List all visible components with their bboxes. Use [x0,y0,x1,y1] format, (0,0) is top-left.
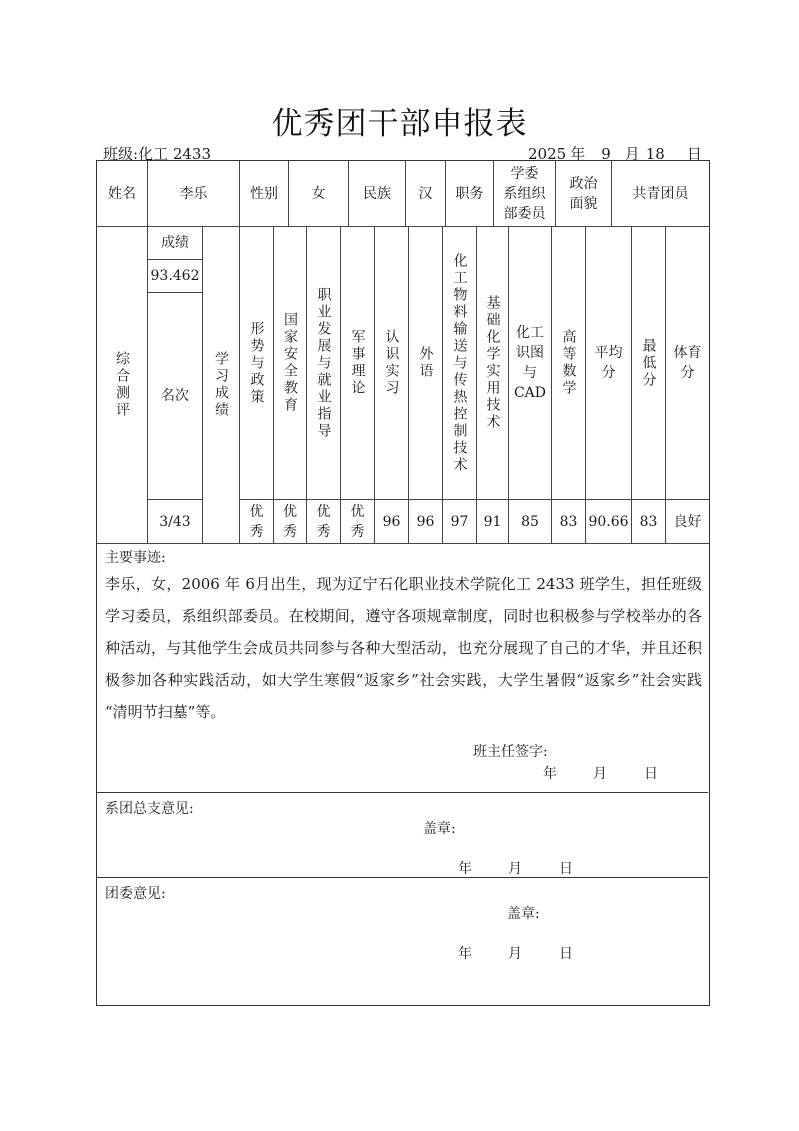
subject-name: 最低分 [640,337,657,389]
subject-name: 外语 [417,346,434,380]
subject-name: 高等数学 [560,329,577,397]
subject-grade [632,500,666,544]
subject-name: 国家安全教育 [282,312,298,414]
class-label: 班级: [103,145,139,163]
subject-grade-text: 良好 [673,513,702,530]
deeds-label: 主要事迹: [105,550,166,566]
position-line-3: 部委员 [503,205,546,222]
subject-grade [552,500,586,544]
political-label-line-2: 面貌 [569,195,598,212]
branch-opinion-section [97,793,708,878]
subject-header [509,227,552,500]
deeds-text: 李乐，女，2006 年 6月出生，现为辽宁石化职业技术学院化工 2433 班学生，担任班级学习委员，系组织部委员。在校期间，遵守各项规章制度，同时也积极参与学校举办的各种活动，与其他学生会成员共同参与各种大型活动，也充分展现了自己的才华，并且还积极参加各种实践活动，如大学生寒假“返家乡”社会实践，大学生暑假“返家乡”社会实践 “清明节扫墓”等。 [105,575,702,721]
name-label: 姓名 [97,161,148,227]
subject-grade [341,500,375,544]
subject-grade [274,500,307,544]
subject-grade-text: 83 [559,513,578,530]
teacher-date-year: 年 [543,766,557,782]
ethnicity-value: 汉 [406,161,446,227]
branch-date-day: 日 [559,861,573,877]
branch-date-year: 年 [458,861,472,877]
subject-header [443,227,477,500]
subject-grade [307,500,341,544]
position-line-2: 系组织 [503,185,546,202]
subject-grade [240,500,274,544]
deeds-section [97,544,708,793]
teacher-date-day: 日 [644,766,658,782]
rank-value: 3/43 [148,500,203,544]
position-value [494,161,556,227]
form-title: 优秀团干部申报表 [271,106,528,142]
committee-stamp-label: 盖章: [507,906,540,922]
date-year-unit: 年 [570,145,586,163]
subject-name-line: 化工 [515,325,544,341]
study-label [203,227,240,544]
political-label-line-1: 政治 [569,175,598,192]
subject-grade-text: 优秀 [283,503,297,540]
subject-grade-text: 优秀 [350,503,365,540]
subject-grade-text: 97 [450,513,469,530]
teacher-signature-label: 班主任签字: [473,744,548,760]
subject-name-line: 平均 [594,345,623,361]
political-label [556,161,612,227]
subject-header [477,227,509,500]
subject-name-line: 与 [522,365,537,381]
subject-name: 认识实习 [383,329,400,397]
subject-header [552,227,586,500]
committee-date-year: 年 [458,946,472,962]
ethnicity-label: 民族 [349,161,406,227]
evaluation-label-text: 综合测评 [114,351,130,419]
committee-date-day: 日 [559,946,573,962]
subject-name-line: 体育 [673,345,702,361]
date-year: 2025 [528,145,567,163]
subject-header [307,227,341,500]
subject-grade-text: 90.66 [588,513,629,530]
subject-name: 化工物料输送与传热控制技术 [451,252,468,474]
subject-grade-text: 优秀 [316,503,331,540]
subject-header [409,227,443,500]
subject-grade-text: 85 [521,513,539,530]
date-month-unit: 月 [624,145,640,163]
subject-grade-text: 83 [639,513,658,530]
subject-grade [477,500,509,544]
application-form-table [96,160,710,1006]
subject-grade [443,500,477,544]
gender-label: 性别 [240,161,289,227]
subject-name: 形势与政策 [248,320,265,406]
branch-opinion-label: 系团总支意见: [105,801,194,817]
gender-value: 女 [289,161,349,227]
position-line-1: 学委 [510,165,539,182]
subject-name-line: 识图 [515,345,544,361]
date-month: 9 [601,145,611,163]
class-value: 化工 2433 [138,145,212,163]
committee-date-month: 月 [508,946,522,962]
branch-stamp-label: 盖章: [423,821,456,837]
position-label: 职务 [446,161,494,227]
subject-header [240,227,274,500]
subject-grade-text: 96 [416,513,435,530]
subject-header [586,227,632,500]
subject-name: 军事理论 [349,329,366,397]
subject-grade-text: 优秀 [249,503,264,540]
subject-header [274,227,307,500]
committee-opinion-section [97,878,708,1004]
subject-header [666,227,709,500]
subject-name-line: 分 [680,365,695,381]
subject-grade [666,500,709,544]
score-value: 93.462 [148,260,203,293]
rank-label: 名次 [148,293,203,500]
evaluation-label [97,227,148,544]
subject-grade-text: 96 [382,513,401,530]
subject-name-line: 分 [601,365,616,381]
subject-name: 基础化学实用技术 [484,295,501,431]
subject-header [632,227,666,500]
date-day: 18 [645,145,665,163]
subject-grade [375,500,409,544]
study-label-text: 学习成绩 [213,351,229,419]
committee-opinion-label: 团委意见: [105,886,166,902]
subject-header [375,227,409,500]
subject-grade [586,500,632,544]
subject-name: 职业发展与就业指导 [315,286,332,440]
subject-name-line: CAD [513,385,547,401]
name-value: 李乐 [148,161,240,227]
date-day-unit: 日 [686,145,702,163]
subject-grade [409,500,443,544]
subject-header [341,227,375,500]
teacher-date-month: 月 [593,766,607,782]
branch-date-month: 月 [508,861,522,877]
score-label: 成绩 [148,227,203,260]
subject-grade-text: 91 [483,513,502,530]
subject-grade [509,500,552,544]
political-value: 共青团员 [612,161,709,227]
